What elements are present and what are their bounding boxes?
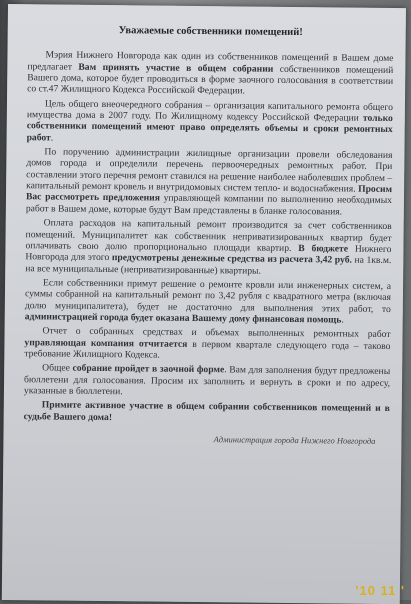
- closing-call: Примите активное участие в общем собрании собственников помещений и в судьбе Вашего дома!: [23, 399, 390, 423]
- paragraph-text: Нижнего Новгорода для этого: [25, 243, 392, 264]
- photo-date-stamp: '10 11 ': [355, 583, 405, 598]
- paragraph-text: По поручению администрации жилищные организации провели обследования домов города и определили перечень первоочередных ремонтных работ. При составлении этого перечня ремонт ставился на решение наиболее наболевших проблем – капитальный ремонт кровель и внутридомовых систем тепло- и водоснабжения.: [26, 146, 393, 195]
- paragraph-text: Если собственники примут решение о ремонте кровли или инженерных систем, а суммы собранной на капитальный ремонт по 3,42 рубля с квадратного метра (включая долю муниципалитета), будет не достаточно для выполнения этих работ, то: [24, 277, 392, 315]
- paragraph-7: [24, 362, 390, 400]
- notice-content: [23, 24, 393, 447]
- paragraph-2: [27, 98, 393, 147]
- paragraph-bold: администрацией города будет оказана Вашему дому финансовая помощь: [24, 311, 342, 326]
- notice-title: Уважаемые собственники помещений!: [118, 25, 303, 39]
- paragraph-text: Цель общего внеочередного собрания – организация капитального ремонта общего имущества дома в 2007 году. По Жилищному кодексу Российской Федерации: [26, 98, 393, 124]
- paragraph-text: Оплата расходов на капитальный ремонт производится за счет собственников помещений. Муниципалитет как собственник неприватизированных квартир будет оплачивать свою долю пропорционально площади квартир.: [25, 217, 392, 254]
- paragraph-text: Общее: [42, 362, 73, 374]
- paragraph-text: Отчет о собранных средствах и объемах выполненных ремонтных работ: [42, 325, 391, 341]
- paragraph-1: [27, 50, 393, 99]
- paragraph-text: .: [50, 132, 54, 144]
- paragraph-text: управляющей компании по выполнению необходимых работ в Вашем доме, которые будут Вам представлены в бланке голосования.: [25, 193, 393, 218]
- paragraph-text: Мэрия Нижнего Новгорода как один из собственников помещений в Вашем доме предлагает: [27, 49, 394, 73]
- paragraph-bold: предусмотрены денежные средства из расчета 3,42 руб.: [111, 252, 352, 266]
- paragraph-6: [24, 325, 390, 363]
- paragraph-text: собственников помещений Вашего дома, которое будет проводиться в форме заочного голосования в соответствии со ст.47 Жилищного Кодекса Российской Федерации.: [27, 63, 394, 97]
- paragraph-bold: управляющая компания отчитается: [24, 336, 188, 350]
- paragraph-text: .: [341, 314, 344, 326]
- paragraph-3: [26, 146, 393, 218]
- paragraph-5: [25, 277, 391, 326]
- paragraph-bold: В бюджете: [298, 242, 349, 255]
- paragraph-bold: только собственники помещений имеют право определять объемы и сроки ремонтных работ: [26, 112, 393, 144]
- paragraph-text: на 1кв.м. на все муниципальные (неприватизированные) квартиры.: [25, 254, 392, 277]
- paragraph-4: [25, 217, 392, 278]
- paragraph-bold: собрание пройдет в заочной форме: [72, 362, 225, 376]
- paragraph-text: . Вам для заполнения будут предложены бюллетени для голосования. Просим их заполнить и вернуть в сроки и по адресу, указанные в бюллетени.: [23, 364, 391, 398]
- paragraph-bold: Просим Вас рассмотреть предложения: [25, 183, 393, 205]
- signature: Администрация города Нижнего Новгорода: [213, 433, 376, 446]
- paragraph-bold: Вам принять участие в общем собрании: [78, 61, 274, 75]
- notice-sheet: [2, 4, 406, 604]
- paragraph-text: в первом квартале следующего года – таково требование Жилищного Кодекса.: [24, 338, 391, 361]
